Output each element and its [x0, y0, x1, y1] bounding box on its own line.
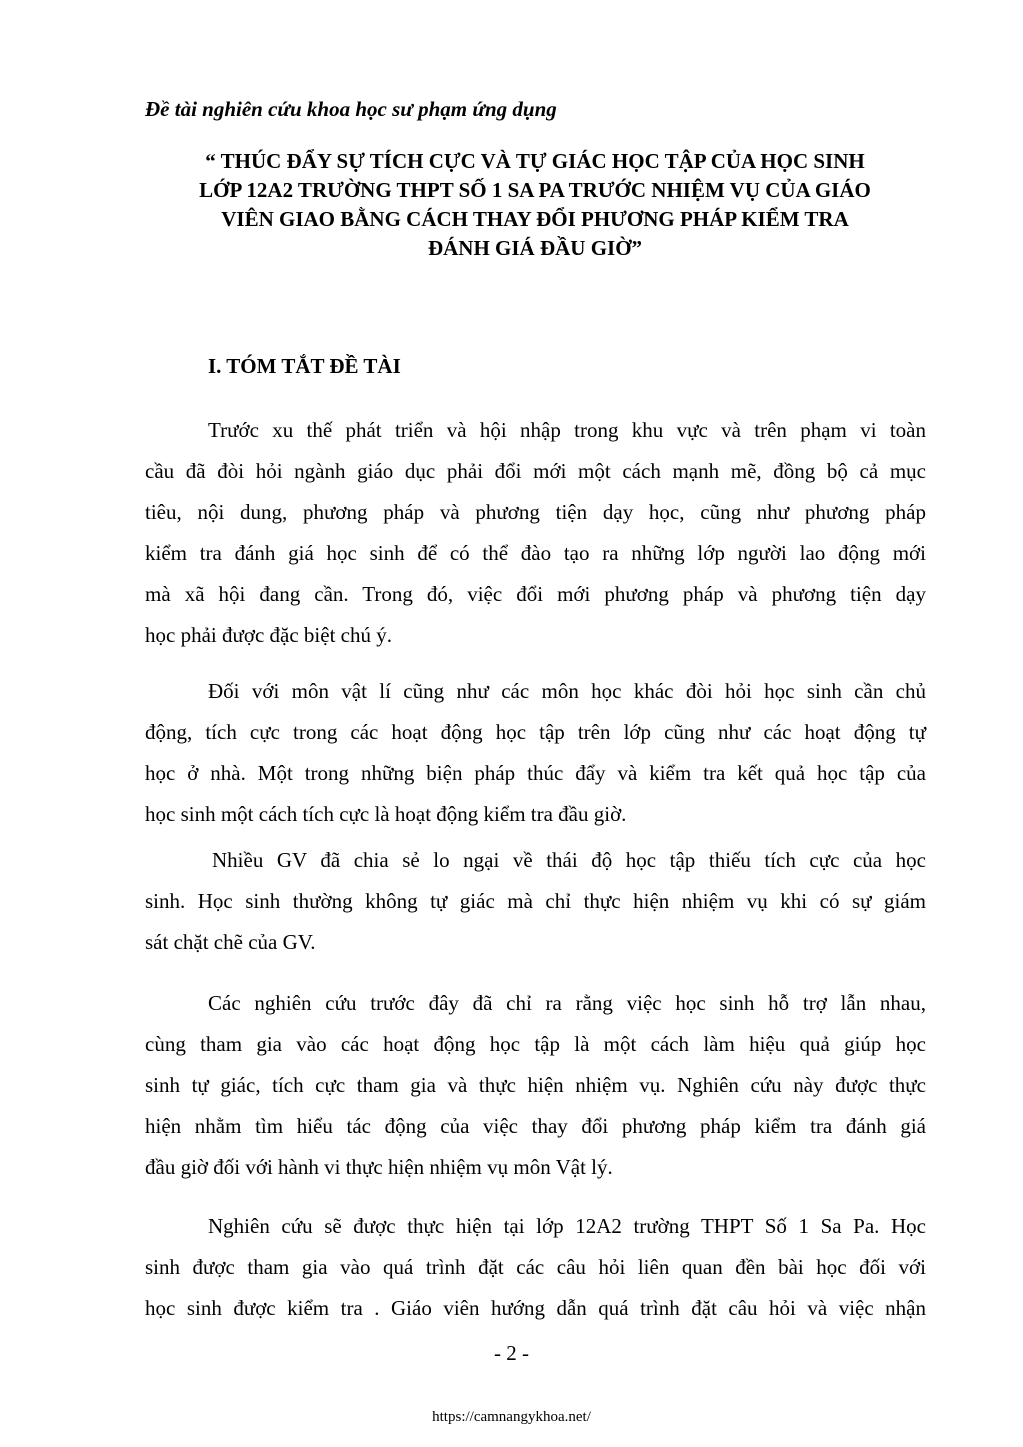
paragraph-line: hiện nhằm tìm hiểu tác động của việc thay đổi phương pháp kiểm tra đánh giá — [145, 1114, 926, 1138]
paragraph-line: học sinh được kiểm tra . Giáo viên hướng dẫn quá trình đặt câu hỏi và việc nhận — [145, 1296, 926, 1320]
title-line: “ THÚC ĐẨY SỰ TÍCH CỰC VÀ TỰ GIÁC HỌC TẬP CỦA HỌC SINH — [205, 149, 865, 173]
paragraph-line: kiểm tra đánh giá học sinh để có thể đào tạo ra những lớp người lao động mới — [145, 541, 926, 565]
paragraph-line: sát chặt chẽ của GV. — [145, 930, 316, 954]
paragraph-line: Nghiên cứu sẽ được thực hiện tại lớp 12A2 trường THPT Số 1 Sa Pa. Học — [208, 1214, 926, 1238]
paragraph-5 — [145, 1206, 926, 1329]
paragraph-line: sinh tự giác, tích cực tham gia và thực hiện nhiệm vụ. Nghiên cứu này được thực — [145, 1073, 926, 1097]
paragraph-line: mà xã hội đang cần. Trong đó, việc đổi mới phương pháp và phương tiện dạy — [145, 582, 926, 606]
paragraph-line: Nhiều GV đã chia sẻ lo ngại về thái độ học tập thiếu tích cực của học — [212, 848, 926, 872]
paragraph-line: sinh được tham gia vào quá trình đặt các câu hỏi liên quan đền bài học đối với — [145, 1255, 926, 1279]
paragraph-line: sinh. Học sinh thường không tự giác mà chỉ thực hiện nhiệm vụ khi có sự giám — [145, 889, 926, 913]
title-line: ĐÁNH GIÁ ĐẦU GIỜ” — [427, 236, 643, 260]
paragraph-2 — [145, 671, 926, 835]
title-line: LỚP 12A2 TRƯỜNG THPT SỐ 1 SA PA TRƯỚC NHIỆM VỤ CỦA GIÁO — [199, 178, 871, 202]
footer-url: https://camnangykhoa.net/ — [432, 1409, 591, 1425]
paragraph-line: Trước xu thế phát triển và hội nhập trong khu vực và trên phạm vi toàn — [208, 418, 926, 442]
paragraph-4 — [145, 983, 926, 1188]
document-title — [145, 147, 925, 263]
paragraph-1 — [145, 410, 926, 656]
paragraph-line: đầu giờ đối với hành vi thực hiện nhiệm vụ môn Vật lý. — [145, 1155, 613, 1179]
paragraph-line: cùng tham gia vào các hoạt động học tập là một cách làm hiệu quả giúp học — [145, 1032, 926, 1056]
paragraph-line: cầu đã đòi hỏi ngành giáo dục phải đổi mới một cách mạnh mẽ, đồng bộ cả mục — [145, 459, 926, 483]
title-line: VIÊN GIAO BẰNG CÁCH THAY ĐỔI PHƯƠNG PHÁP KIỂM TRA — [221, 207, 849, 231]
paragraph-line: Các nghiên cứu trước đây đã chỉ ra rằng việc học sinh hỗ trợ lẫn nhau, — [208, 991, 926, 1015]
section-heading: I. TÓM TẮT ĐỀ TÀI — [208, 354, 401, 378]
paragraph-line: tiêu, nội dung, phương pháp và phương tiện dạy học, cũng như phương pháp — [145, 500, 926, 524]
research-type-label: Đề tài nghiên cứu khoa học sư phạm ứng dụng — [145, 97, 557, 121]
paragraph-line: Đối với môn vật lí cũng như các môn học khác đòi hỏi học sinh cần chủ — [208, 679, 926, 703]
page-number: - 2 - — [494, 1341, 529, 1365]
paragraph-line: học ở nhà. Một trong những biện pháp thúc đẩy và kiểm tra kết quả học tập của — [145, 761, 926, 785]
paragraph-3 — [145, 840, 926, 963]
paragraph-line: học sinh một cách tích cực là hoạt động kiểm tra đầu giờ. — [145, 802, 627, 826]
paragraph-line: học phải được đặc biệt chú ý. — [145, 623, 392, 647]
paragraph-line: động, tích cực trong các hoạt động học tập trên lớp cũng như các hoạt động tự — [145, 720, 926, 744]
